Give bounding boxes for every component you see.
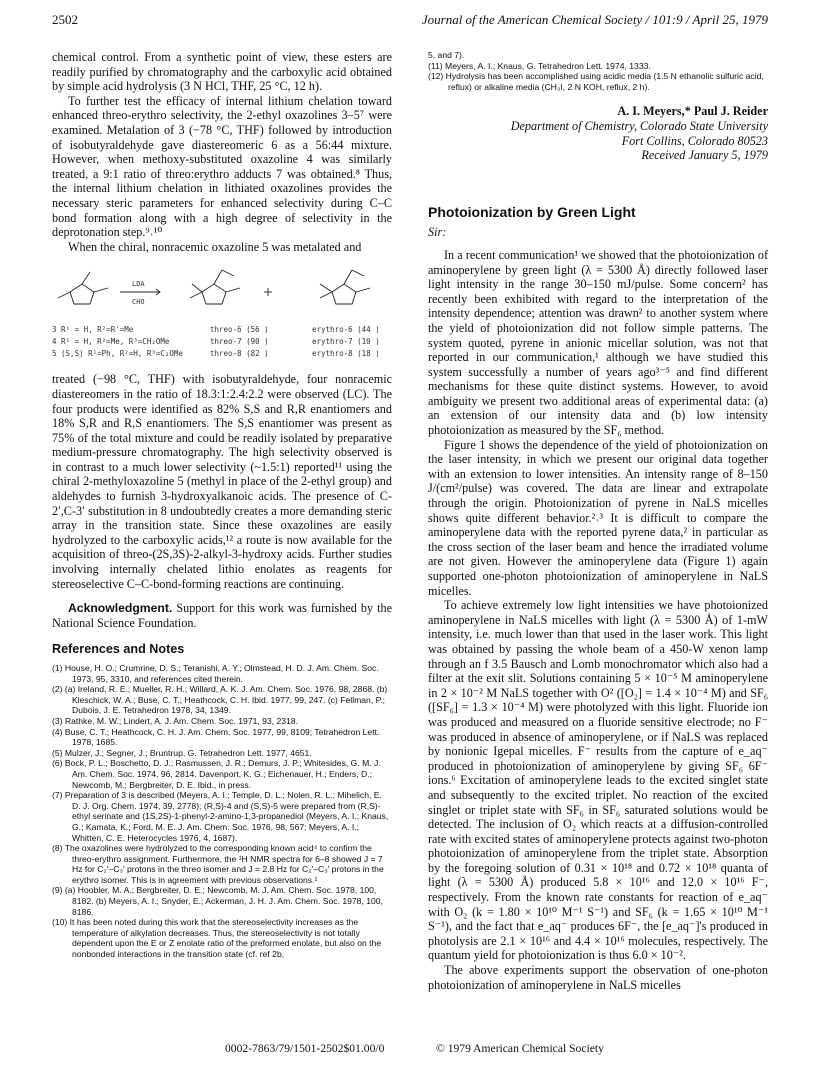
reference-item: (5) Mulzer, J.; Segner, J.; Bruntrup, G. Tetrahedron Lett. 1977, 4651.: [52, 747, 312, 758]
scheme-erythro: erythro-6 (44 ): [312, 325, 380, 335]
scheme-threo: threo-6 (56 ): [210, 325, 269, 335]
reagent-lda: LDA: [132, 280, 145, 289]
references-list: [52, 663, 392, 960]
scheme-erythro: erythro-7 (10 ): [312, 337, 380, 347]
left-paragraph-1: chemical control. From a synthetic point of view, these esters are readily purified by chromatography and the carboxylic acid obtained by simple acid hydrolysis (3 N HCl, THF, 25 °C, 12 h).: [52, 50, 392, 94]
reference-item: (7) Preparation of 3 is described (Meyers, A. I.; Temple, D. L.; Nolen, R. L.; Mihelich, E. D. J. Org. Chem. 1974, 39, 2778); (R,S)-4 and (S,S)-5 were prepared from (R,S)-ethyl serinate and (1S,2S)-1-phenyl-2-amino-1,3-propanediol (Meyers, A. I.; Knaus, G.; Kamata, K.; Ford, M. E. J. Am. Chem. Soc. 1976, 98, 567; Meyers, A. I.; Whitten, C. E. Heterocycles 1976, 4, 1687).: [52, 790, 389, 843]
salutation: Sir:: [428, 225, 447, 240]
reference-item: (3) Rathke, M. W.; Lindert, A. J. Am. Chem. Soc. 1971, 93, 2318.: [52, 715, 298, 726]
scheme-substrate: 4 R¹ = H, R²=Me, R³=CH₂OMe: [52, 337, 170, 347]
journal-citation: Journal of the American Chemical Society / 101:9 / April 25, 1979: [421, 12, 768, 27]
affiliation-line-2: Fort Collins, Colorado 80523: [621, 133, 768, 148]
scheme-erythro: erythro-8 (18 ): [312, 349, 380, 359]
issn-code: 0002-7863/79/1501-2502$01.00/0: [225, 1042, 385, 1055]
right-paragraph-3: To achieve extremely low light intensities we have photoionized aminoperylene in NaLS micelles with light (λ = 5300 Å) of 1-mW intensity, i.e. much lower than that used in the laser work. This light was obtained by passing the whole beam of a 450-W xenon lamp through an f 3.5 Bausch and Lomb monochromator which also had a filter at the exit slit. Solutions containing 5 × 10⁻⁵ M aminoperylene in 2 × 10⁻² M NaLS together with O² ([O₂] = 1.4 × 10⁻⁴ M) and SF₆ ([SF₆] = 1.3 × 10⁻⁴ M) were photolyzed with this light. Fluoride ion was produced and measured on a fluoride sensitive electrode; no F⁻ was produced in absence of aminoperylene, or if NaLS was replaced by nonionic Igepal micelles. F⁻ results from the capture of e_aq⁻ produced in photoionization of aminoperylene by giving SF₆ 6F⁻ ions.⁶ Excitation of aminoperylene leads to the excited singlet state and subsequently to the excited triplet. No reaction of the excited singlet or triplet state with SF₆ in SF₆ saturated solutions would be detected. The inclusion of O₂ which reacts at a diffusion-controlled rate with excited states of aminoperylene protects against two-photon photoionization of aminoperylene from the triplet state. Absorption by the foregoing solution of 0.31 × 10¹⁸ and 0.72 × 10¹⁸ quanta of light (λ = 5300 Å) produced 5.8 × 10¹⁶ and 12.0 × 10¹⁶ F⁻, respectively. From the known rate constants for reaction of e_aq⁻ with O₂ (k = 1.80 × 10¹⁰ M⁻¹ S⁻¹) and SF₆ (k = 1.65 × 10¹⁰ M⁻¹ S⁻¹), and the fact that e_aq⁻ produces 6F⁻, the [e_aq⁻]'s produced in photolysis are 2.1 × 10¹⁶ and 4.4 × 10¹⁶ molecules, respectively. The quantum yield for photoionization is thus 6.0 × 10⁻².: [428, 598, 768, 963]
reference-item: (2) (a) Ireland, R. E.; Mueller, R. H.; Willard, A. K. J. Am. Chem. Soc. 1976, 98, 2868. (b) Kleschick, W. A.; Buse, C. T.; Heathcock, C. H. Ibid. 1977, 99, 247. (c) Fellman, P.; Dubois, J. E. Tetrahedron 1978, 34, 1349.: [52, 684, 388, 716]
scheme-row: [52, 324, 380, 336]
reaction-scheme-drawing: [52, 258, 392, 322]
reference-item: (10) It has been noted during this work that the stereoselectivity increases as the temperature of alkylation decreases. Thus, the stereoselectivity is not totally dependent upon the E or Z enolate ratio of the preformed enolate, but also on the nonbonded interactions in the transition state (cf. ref 2b,: [52, 917, 382, 960]
received-date: Received January 5, 1979: [641, 148, 768, 163]
affiliation-line-1: Department of Chemistry, Colorado State University: [510, 118, 768, 133]
reference-item: (4) Buse, C. T.; Heathcock, C. H. J. Am. Chem. Soc. 1977, 99, 8109; Tetrahedron Lett. 1978, 1685.: [52, 726, 380, 748]
acknowledgment: [52, 601, 392, 630]
references-continued: [428, 50, 768, 92]
running-header: [52, 12, 768, 30]
ack-text: Support for this work was furnished by the National Science Foundation.: [52, 601, 392, 630]
oxazoline-ring: [70, 284, 94, 304]
reference-item: (6) Bock, P. L.; Boschetto, D. J.; Rasmussen, J. R.; Demurs, J. P.; Whitesides, G. M. J. Am. Chem. Soc. 1974, 96, 2814. Davenport, K. G.; Eichenauer, H.; Enders, D.; Newcomb, M.; Bergbreiter, D. E. Ibid., in press.: [52, 758, 381, 790]
left-column: [52, 50, 392, 960]
right-paragraph-1: In a recent communication¹ we showed that the photoionization of aminoperylene by green light (λ = 5300 Å) directly followed laser light intensity in the range 30–150 mJ/pulse. Some concern² has recently been exhibited with regard to the interpretation of the intensity dependence; attention was drawn² to another system where the yield of photoionization did not follow simple patterns. The system quoted, pyrene in anionic micellar solution, was not that reported in our communication,¹ although we have studied this system successfully a number of years ago³⁻⁵ and find different mechanisms for these quite distinct systems. However, to avoid ambiguity we present two additional areas of experimental data: (a) an extension of our intensity data and (b) low intensity photoionization as measured by the SF₆ method.: [428, 247, 768, 438]
scheme-row: [52, 348, 380, 360]
scheme-row: [52, 336, 380, 348]
reference-item: (8) The oxazolines were hydrolyzed to the corresponding known acid⁴ to confirm the threo-erythro assignment. Furthermore, the ¹H NMR spectra for 6–8 showed J = 7 Hz for C₂′–C₃′ protons in the threo isomer and J = 2.8 Hz for C₂′–C₃′ protons in the erythro isomer. This is in agreement with previous observations.¹: [52, 843, 384, 885]
scheme-substrate: 3 R¹ = H, R²=R'=Me: [52, 325, 134, 335]
copyright-notice: © 1979 American Chemical Society: [436, 1042, 604, 1055]
reference-item: 5, and 7).: [428, 50, 465, 60]
reagent-cho: CHO: [132, 298, 145, 307]
author-names: A. I. Meyers,* Paul J. Reider: [617, 104, 768, 119]
left-paragraph-2: To further test the efficacy of internal lithium chelation toward enhanced threo-erythro selectivity, the 2-ethyl oxazolines 3–5⁷ were examined. Metalation of 3 (−78 °C, THF) followed by introduction of isobutyraldehyde gave diastereomeric 6 as a 56:44 mixture. However, when methoxy-substituted oxazoline 4 was similarly treated, a 9:1 ratio of threo:erythro adducts 7 was obtained.⁸ Thus, the internal lithium chelation in lithiated oxazolines provides the necessary steric parameters for enhanced selectivity during C–C bond formation along with a high degree of selectivity in the deprotonation step.⁹˒¹⁰: [52, 93, 392, 240]
scheme-threo: threo-7 (90 ): [210, 337, 269, 347]
left-paragraph-3: When the chiral, nonracemic oxazoline 5 was metalated and: [68, 239, 362, 254]
article-title: Photoionization by Green Light: [428, 203, 636, 220]
reference-item: (11) Meyers, A. I.; Knaus, G. Tetrahedron Lett. 1974, 1333.: [428, 60, 651, 71]
reference-item: (1) House, H. O.; Crumrine, D. S.; Teranishi, A. Y.; Olmstead, H. D. J. Am. Chem. Soc. 1973, 95, 3310, and references cited therein.: [52, 663, 379, 684]
right-column: [428, 50, 768, 992]
scheme-substrate: 5 (S,S) R¹=Ph, R²=H, R³=C₂OMe: [52, 349, 183, 359]
left-paragraph-4: treated (−98 °C, THF) with isobutyraldehyde, four nonracemic diastereomers in the ratio of 18.3:1:2.4:2.2 were observed (LC). The four products were identified as 82% S,S and R,R enantiomers and 18% S,R and R,S enantiomers. The S,S enantiomer was present as 75% of the total mixture and could be readily isolated by preparative medium-pressure chromatography. The high selectivity observed is in contrast to a much lower selectivity (~1.5:1) reported¹¹ using the chiral 2-methyloxazoline 5 (methyl in place of the 2-ethyl group) and aldehydes to furnish 3-hydroxyalkanoic acids. The presence of C-2′,C-3′ substitution in 8 undoubtedly creates a more demanding steric array in the transition state. Since these oxazolines are easily hydrolyzed to the carboxylic acids,¹² a route is now available for the acquisition of threo-(2S,3S)-2-alkyl-3-hydroxy acids. Further studies involving internally chelated lithio enolates as reagents for stereoselective C–C-bond-forming reactions are continuing.: [52, 372, 392, 591]
ack-title: Acknowledgment.: [68, 601, 173, 616]
references-heading: References and Notes: [52, 642, 185, 657]
scheme-threo: threo-8 (82 ): [210, 349, 269, 359]
reference-item: (12) Hydrolysis has been accomplished using acidic media (1.5 N ethanolic sulfuric acid, reflux) or alkaline media (CH₃I, 2 N KOH, reflux, 2 h).: [428, 71, 764, 92]
right-paragraph-2: Figure 1 shows the dependence of the yield of photoionization on the laser intensity, in which we present our original data together with an extension to lower intensities. An intensity range of 8–150 J/(cm²/pulse) was covered. The data are linear and extrapolate through the origin. Photoionization of pyrene in NaLS micelles shows quite different behavior.²˒³ It is difficult to compare the aminoperylene data with the reported pyrene data,² in particular as the cross section of the laser beam and hence the irradiated volume are not given. However the aminoperylene data (Figure 1) again supported one-photon photoionization of aminoperylene in NaLS micelles.: [428, 437, 768, 598]
scheme-table: [52, 324, 380, 360]
right-paragraph-4: The above experiments support the observation of one-photon photoionization of aminoperylene in NaLS micelles: [428, 963, 768, 992]
page-number: 2502: [52, 12, 78, 27]
reference-item: (9) (a) Hoobler, M. A.; Bergbreiter, D. E.; Newcomb, M. J. Am. Chem. Soc. 1978, 100, 8182. (b) Meyers, A. I.; Snyder, E.; Ackerman, J. H. J. Am. Chem. Soc. 1978, 100, 8186.: [52, 885, 383, 917]
reaction-scheme: [52, 258, 392, 366]
